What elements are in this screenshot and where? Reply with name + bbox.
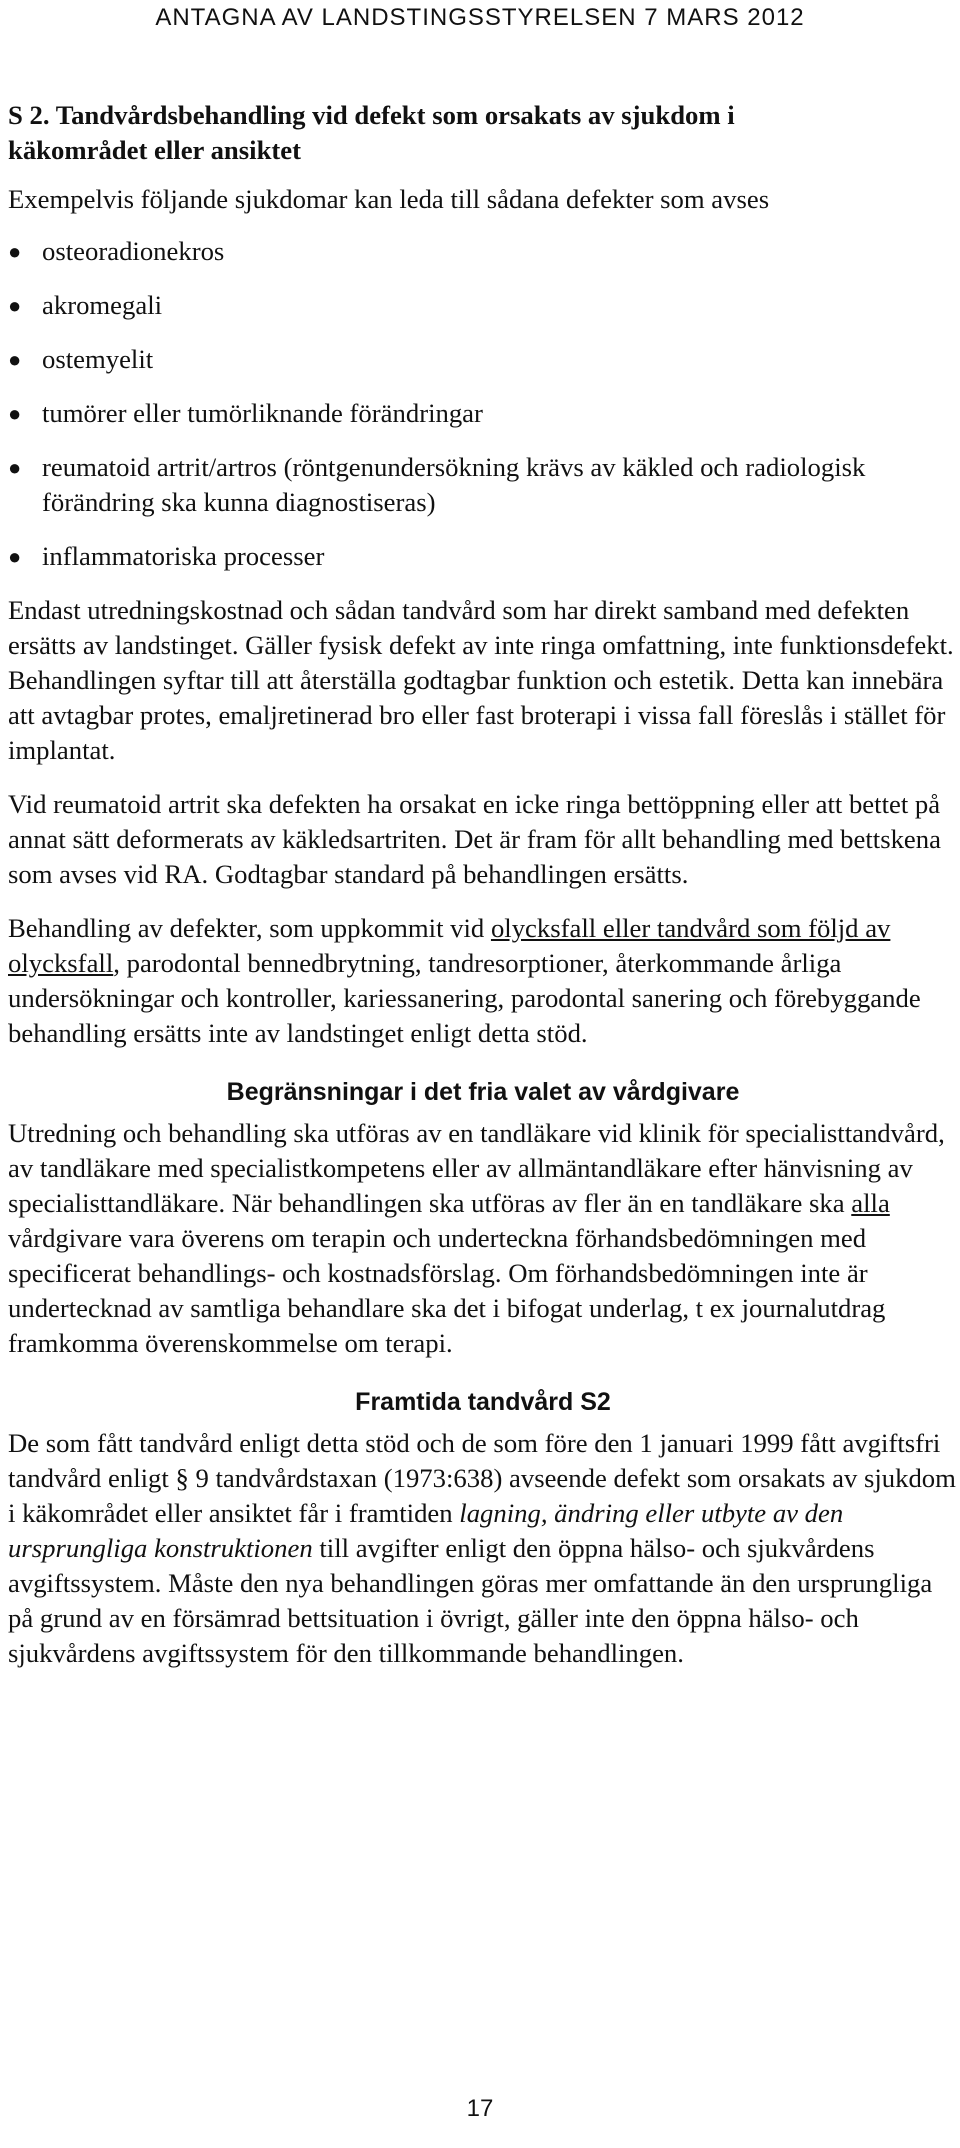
page-number: 17 — [466, 2095, 494, 2122]
section-title-line2: käkområdet eller ansiktet — [8, 135, 302, 165]
bullet-icon: ● — [8, 401, 22, 426]
paragraph-future-care: De som fått tandvård enligt detta stöd och de som före den 1 januari 1999 fått avgiftsfri tandvård enligt § 9 tandvårdstaxan (1973:638) avseende defekt som orsakats av sjukdom i käkområdet eller ansiktet får i framtiden lagning, ändring eller utbyte av den ursprungliga konstruktionen till avgifter enligt den öppna hälso- och sjukvårdens avgiftssystem. Måste den nya behandlingen göras mer omfattande än den ursprungliga på grund av en försämrad bettsituation i övrigt, gäller inte den öppna hälso- och sjukvårdens avgiftssystem för den tillkommande behandlingen. — [8, 1428, 956, 1668]
paragraph-exclusions: Behandling av defekter, som uppkommit vid olycksfall eller tandvård som följd av olycksfall, parodontal bennedbrytning, tandresorptioner, återkommande årliga undersökningar och kontroller, kariessanering, parodontal sanering och förebyggande behandling ersätts inte av landstinget enligt detta stöd. — [8, 913, 921, 1048]
section-title — [8, 98, 958, 168]
list-item: ● reumatoid artrit/artros (röntgenundersökning krävs av käkled och radiologisk förändring ska kunna diagnostiseras) — [8, 452, 866, 517]
section-title-line1: S 2. Tandvårdsbehandling vid defekt som orsakats av sjukdom i — [8, 100, 735, 130]
paragraph-rheumatoid: Vid reumatoid artrit ska defekten ha orsakat en icke ringa bettöppning eller att bettet på annat sätt deformerats av käkledsartriten. Det är fram för allt behandling med bettskena som avses vid RA. Godtagbar standard på behandlingen ersätts. — [8, 789, 941, 889]
underlined-word: alla — [851, 1188, 890, 1218]
bullet-icon: ● — [8, 455, 22, 480]
document-body — [8, 98, 958, 1671]
paragraph-limitations: Utredning och behandling ska utföras av en tandläkare vid klinik för specialisttandvård, av tandläkare med specialistkompetens eller av allmäntandläkare efter hänvisning av specialisttandläkare. När behandlingen ska utföras av fler än en tandläkare ska alla vårdgivare vara överens om terapin och underteckna förhandsbedömningen med specificerat behandlings- och kostnadsförslag. Om förhandsbedömningen inte är undertecknad av samtliga behandlare ska det i bifogat underlag, t ex journalutdrag framkomma överenskommelse om terapi. — [8, 1118, 945, 1358]
list-item: ● akromegali — [8, 288, 958, 323]
list-item: ● osteoradionekros — [8, 234, 958, 269]
heading-limitations: Begränsningar i det fria valet av vårdgivare — [226, 1078, 740, 1106]
disease-list — [8, 234, 958, 574]
bullet-icon: ● — [8, 293, 22, 318]
list-item: ● inflammatoriska processer — [8, 539, 958, 574]
underlined-phrase: olycksfall eller tandvård som följd av olycksfall — [8, 913, 891, 978]
heading-future-care: Framtida tandvård S2 — [355, 1388, 611, 1416]
bullet-icon: ● — [8, 347, 22, 372]
page-header: ANTAGNA AV LANDSTINGSSTYRELSEN 7 MARS 2012 — [155, 4, 805, 31]
bullet-icon: ● — [8, 544, 22, 569]
list-item: ● ostemyelit — [8, 342, 958, 377]
italic-phrase: lagning, ändring eller utbyte av den ursprungliga konstruktionen — [8, 1498, 844, 1563]
paragraph-compensation: Endast utredningskostnad och sådan tandvård som har direkt samband med defekten ersätts av landstinget. Gäller fysisk defekt av inte ringa omfattning, inte funktionsdefekt. Behandlingen syftar till att återställa godtagbar funktion och estetik. Detta kan innebära att avtagbar protes, emaljretinerad bro eller fast broterapi i vissa fall föreslås i stället för implantat. — [8, 595, 954, 765]
list-item: ● tumörer eller tumörliknande förändringar — [8, 396, 958, 431]
bullet-icon: ● — [8, 239, 22, 264]
intro-text: Exempelvis följande sjukdomar kan leda till sådana defekter som avses — [8, 184, 770, 214]
